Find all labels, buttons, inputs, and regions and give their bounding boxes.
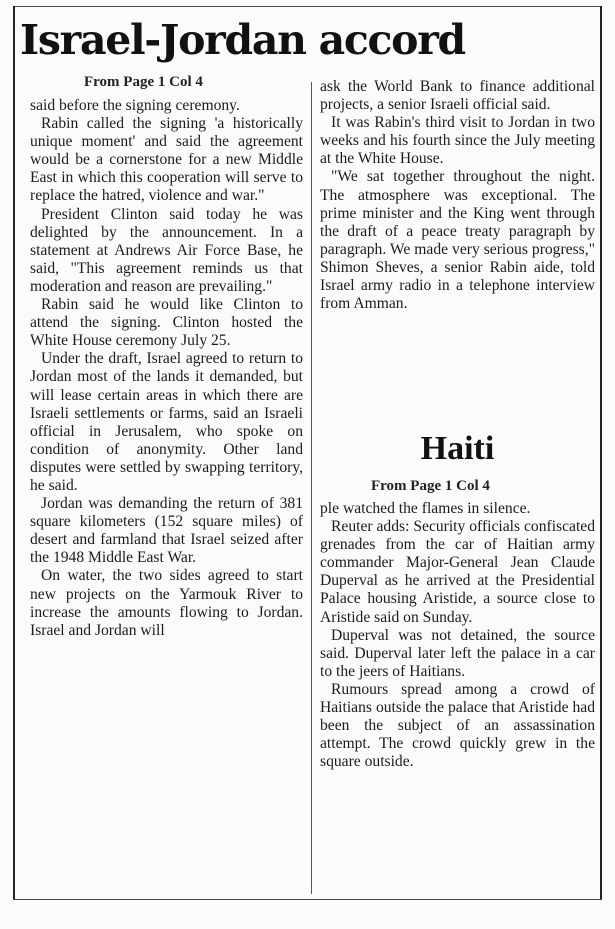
paragraph: Under the draft, Israel agreed to return to Jordan most of the lands it demanded, but will lease certain areas in which there are Israeli settlements or farms, said an Israeli official in Jerusalem, who spoke on condition of anonymity. Other land disputes were settled by swapping territory, he said. bbox=[30, 350, 303, 494]
paragraph: Reuter adds: Security officials confiscated grenades from the car of Haitian army commander Major-General Jean Claude Duperval as he arrived at the Presidential Palace housing Aristide, a source close to Aristide said on Sunday. bbox=[320, 518, 595, 626]
paragraph: ple watched the flames in silence. bbox=[320, 500, 531, 517]
paragraph: Rumours spread among a crowd of Haitians outside the palace that Aristide had been the subject of an assassination attempt. The crowd quickly grew in the square outside. bbox=[320, 680, 595, 771]
haiti-column bbox=[320, 500, 595, 771]
right-column-top bbox=[320, 78, 595, 313]
paragraph: Duperval was not detained, the source said. Duperval later left the palace in a car to the jeers of Haitians. bbox=[320, 626, 595, 680]
paragraph: ask the World Bank to finance additional projects, a senior Israeli official said. bbox=[320, 78, 595, 114]
paragraph: On water, the two sides agreed to start new projects on the Yarmouk River to increase the amounts flowing to Jordan. Israel and Jordan will bbox=[30, 567, 303, 639]
right-border-rule bbox=[600, 6, 602, 900]
haiti-section-title: Haiti bbox=[420, 430, 495, 467]
paragraph: It was Rabin's third visit to Jordan in two weeks and his fourth since the July meeting at the White House. bbox=[320, 114, 595, 168]
paragraph: Rabin called the signing 'a historically unique moment' and said the agreement would be a cornerstone for a new Middle East in which this cooperation will serve to replace the hatred, violence and war." bbox=[30, 115, 303, 205]
paragraph: Rabin said he would like Clinton to attend the signing. Clinton hosted the White House ceremony July 25. bbox=[30, 296, 303, 350]
haiti-continued-from-label: From Page 1 Col 4 bbox=[371, 478, 490, 494]
continued-from-label: From Page 1 Col 4 bbox=[84, 74, 203, 90]
paragraph: President Clinton said today he was delighted by the announcement. In a statement at Andrews Air Force Base, he said, "This agreement reminds us that moderation and reason are prevailing." bbox=[30, 205, 303, 295]
left-border-rule bbox=[13, 6, 15, 900]
column-divider bbox=[311, 82, 312, 894]
paragraph: "We sat together throughout the night. The atmosphere was exceptional. The prime minister and the King went through the draft of a peace treaty paragraph by paragraph. We made very serious progress," Shimon Sheves, a senior Rabin aide, told Israel army radio in a telephone interview from Amman. bbox=[320, 168, 595, 313]
paragraph: Jordan was demanding the return of 381 square kilometers (152 square miles) of desert and farmland that Israel seized after the 1948 Middle East War. bbox=[30, 495, 303, 567]
paragraph: said before the signing ceremony. bbox=[30, 97, 240, 114]
left-column bbox=[30, 97, 303, 640]
bottom-border-rule bbox=[13, 899, 602, 900]
top-border-rule bbox=[13, 6, 602, 7]
article-headline: Israel-Jordan accord bbox=[20, 16, 465, 64]
